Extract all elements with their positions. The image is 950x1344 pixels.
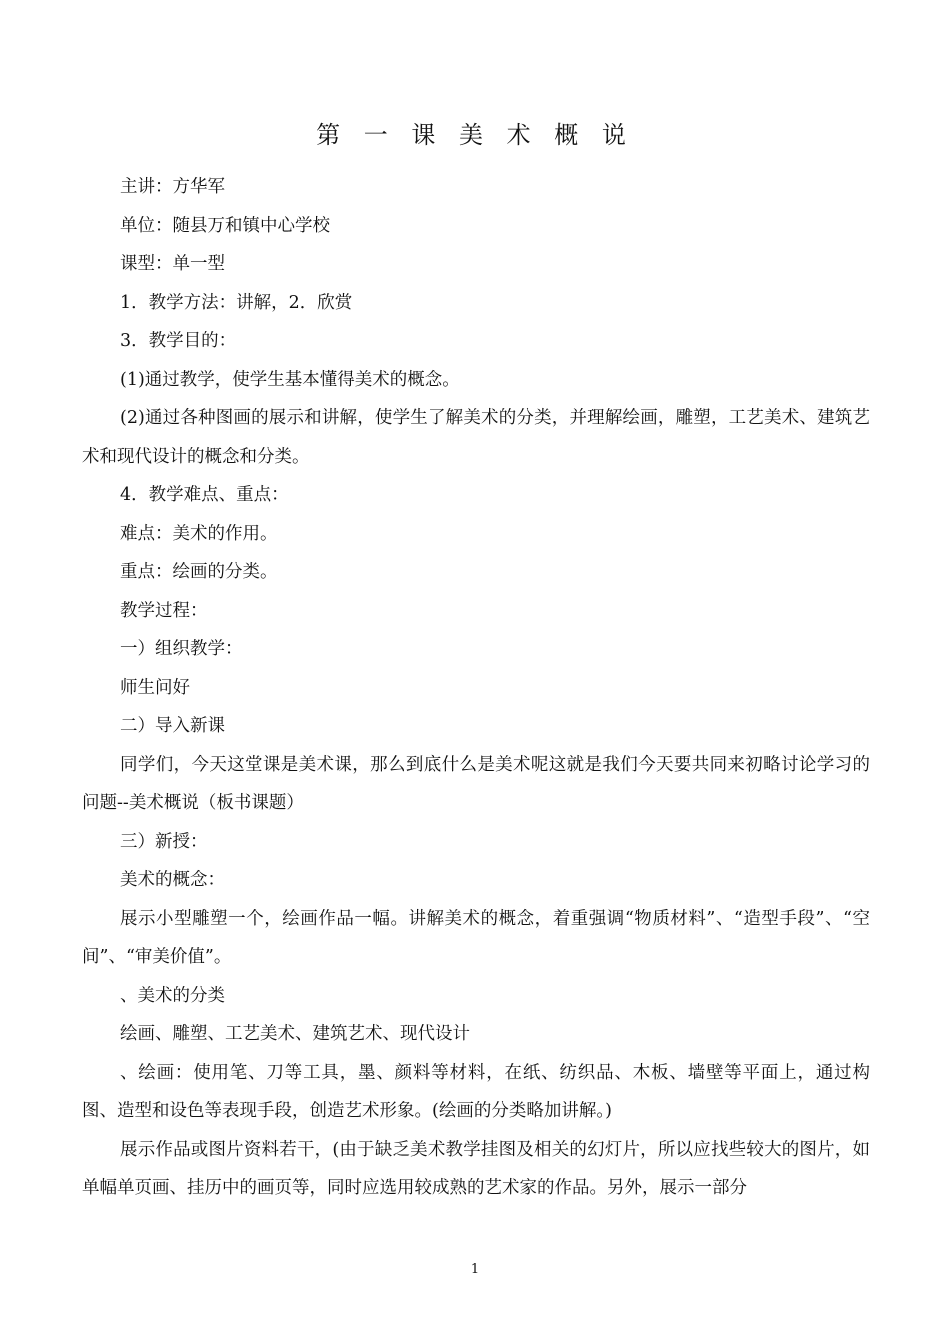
paragraph-concept-heading: 美术的概念： [120, 870, 225, 890]
paragraph-focus: 重点：绘画的分类。 [120, 562, 278, 582]
paragraph-intro: 同学们，今天这堂课是美术课，那么到底什么是美术呢这就是我们今天要共同来初略讨论学习的问题--美术概说（板书课题） [82, 754, 870, 813]
paragraph-goal-2: (2)通过各种图画的展示和讲解，使学生了解美术的分类，并理解绘画，雕塑，工艺美术、建筑艺术和现代设计的概念和分类。 [82, 408, 870, 467]
paragraph-difficulty-heading: 4．教学难点、重点： [120, 485, 289, 505]
page-number: 1 [470, 1262, 480, 1277]
paragraph-concept: 展示小型雕塑一个，绘画作品一幅。讲解美术的概念，着重强调“物质材料”、“造型手段”、“空间”、“审美价值”。 [82, 908, 870, 967]
paragraph-category-heading: 、美术的分类 [120, 985, 225, 1006]
lesson-title: 第 一 课 美 术 概 说 [316, 121, 634, 149]
document-body [82, 168, 870, 1208]
paragraph-painting: 、绘画：使用笔、刀等工具，墨、颜料等材料，在纸、纺织品、木板、墙壁等平面上，通过构图、造型和设色等表现手段，创造艺术形象。(绘画的分类略加讲解。) [82, 1062, 870, 1121]
paragraph-method: 1．教学方法：讲解，2．欣赏 [120, 292, 353, 313]
paragraph-lesson-type: 课型：单一型 [120, 254, 225, 274]
paragraph-display: 展示作品或图片资料若干，(由于缺乏美术教学挂图及相关的幻灯片，所以应找些较大的图片，如单幅单页画、挂历中的画页等，同时应选用较成熟的艺术家的作品。另外，展示一部分 [82, 1139, 870, 1198]
paragraph-goal-1: (1)通过教学，使学生基本懂得美术的概念。 [120, 369, 460, 390]
paragraph-difficulty: 难点：美术的作用。 [120, 523, 278, 544]
paragraph-greeting: 师生问好 [120, 677, 190, 698]
paragraph-step-2: 二）导入新课 [120, 716, 225, 736]
paragraph-lecturer: 主讲：方华军 [120, 177, 225, 197]
paragraph-category-list: 绘画、雕塑、工艺美术、建筑艺术、现代设计 [120, 1024, 470, 1044]
paragraph-step-3: 三）新授： [120, 831, 208, 852]
paragraph-school: 单位：随县万和镇中心学校 [120, 215, 330, 236]
paragraph-goals-heading: 3．教学目的： [120, 331, 237, 351]
paragraph-step-1: 一）组织教学： [120, 639, 243, 659]
paragraph-process-heading: 教学过程： [120, 600, 208, 621]
